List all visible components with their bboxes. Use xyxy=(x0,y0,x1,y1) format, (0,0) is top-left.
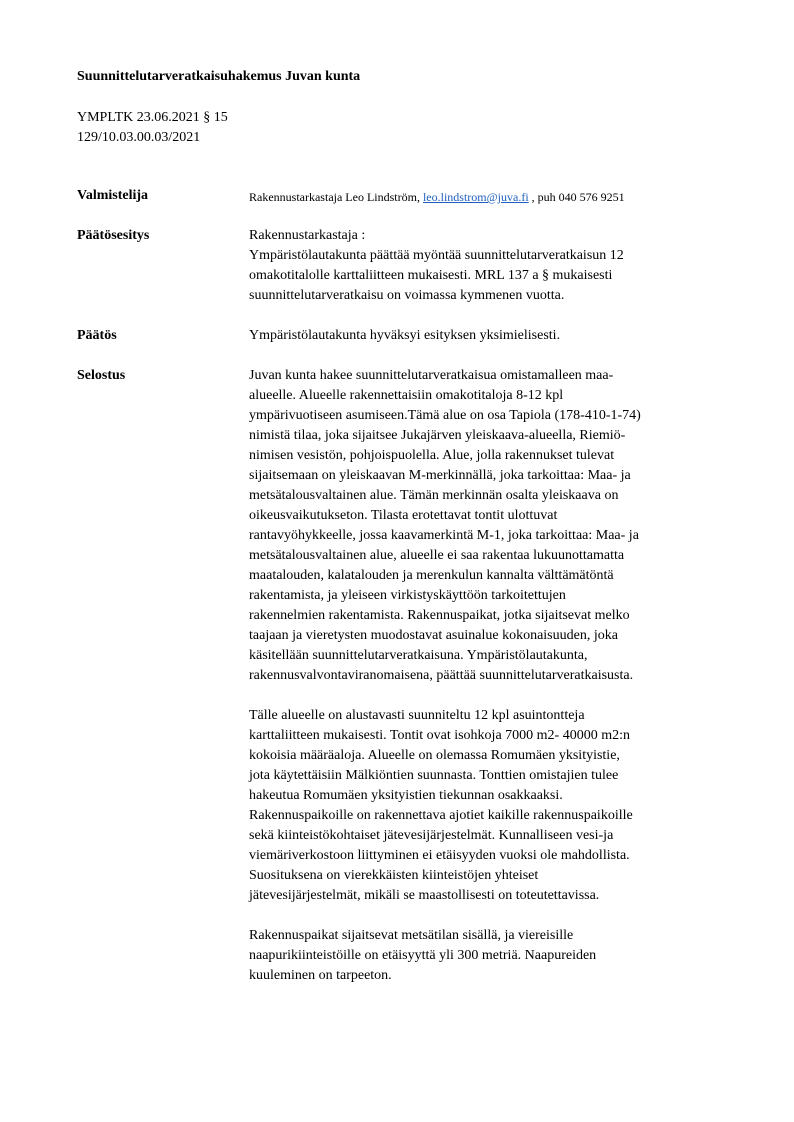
paragraph-spacer xyxy=(249,686,749,706)
paatosesitys-line: omakotitalolle karttaliitteen mukaisesti. MRL 137 a § mukaisesti xyxy=(249,268,613,283)
valmistelija-details xyxy=(249,187,749,207)
selostus-line: viemäriverkostoon liittyminen ei etäisyyden vuoksi ole mahdollista. xyxy=(249,848,630,863)
selostus-line: rakennelmien rakentamista. Rakennuspaikat, jotka sijaitsevat melko xyxy=(249,608,630,623)
document-title: Suunnittelutarveratkaisuhakemus Juvan kunta xyxy=(77,69,361,84)
selostus-line: rakentamista, ja yleiseen virkistyskäyttöön tarkoitettujen xyxy=(249,588,566,603)
selostus-line: Rakennuspaikat sijaitsevat metsätilan sisällä, ja viereisille xyxy=(249,928,574,943)
selostus-paragraph-3 xyxy=(249,926,749,986)
preparer-email-link[interactable]: leo.lindstrom@juva.fi xyxy=(422,190,529,204)
selostus-line: oikeusvaikutukseton. Tilasta erotettavat tontit ulottuvat xyxy=(249,508,558,523)
paatosesitys-label: Päätösesitys xyxy=(77,228,150,243)
selostus-line: sekä kiinteistökohtaiset jätevesijärjestelmät. Kunnalliseen vesi-ja xyxy=(249,828,614,843)
selostus-label: Selostus xyxy=(77,368,126,383)
selostus-line: taajaan ja vieretysten muodostavat asuinalue kokonaisuuden, joka xyxy=(249,628,618,643)
reference-block xyxy=(77,108,228,148)
preparer-name: Rakennustarkastaja Leo Lindström, xyxy=(249,190,420,204)
paatosesitys-body xyxy=(249,226,749,306)
selostus-line: jätevesijärjestelmät, mikäli se maastollisesti on toteutettavissa. xyxy=(249,888,600,903)
case-number: 129/10.03.00.03/2021 xyxy=(77,130,201,145)
selostus-paragraph-1 xyxy=(249,366,749,686)
selostus-paragraph-2 xyxy=(249,706,749,906)
selostus-line: karttaliitteen mukaisesti. Tontit ovat isohkoja 7000 m2- 40000 m2:n xyxy=(249,728,630,743)
selostus-line: kuuleminen on tarpeeton. xyxy=(249,968,392,983)
selostus-line: rakennusvalvontaviranomaisena, päättää suunnittelutarveratkaisusta. xyxy=(249,668,634,683)
paatosesitys-line: Ympäristölautakunta päättää myöntää suunnittelutarveratkaisun 12 xyxy=(249,248,624,263)
selostus-line: metsätalousvaltainen alue. Tämän merkinnän osalta yleiskaava on xyxy=(249,488,619,503)
selostus-line: sijaitsemaan on yleiskaavan M-merkinnällä, joka tarkoittaa: Maa- ja xyxy=(249,468,631,483)
selostus-body xyxy=(249,366,749,986)
preparer-phone: , puh 040 576 9251 xyxy=(531,190,625,204)
selostus-line: ympärivuotiseen asumiseen.Tämä alue on osa Tapiola (178-410-1-74) xyxy=(249,408,641,423)
selostus-line: Juvan kunta hakee suunnittelutarveratkaisua omistamalleen maa- xyxy=(249,368,614,383)
paatos-text: Ympäristölautakunta hyväksyi esityksen yksimielisesti. xyxy=(249,328,561,343)
selostus-line: alueelle. Alueelle rakennettaisiin omakotitaloja 8-12 kpl xyxy=(249,388,564,403)
selostus-line: nimisen vesistön, pohjoispuolella. Alue, jolla rakennukset tulevat xyxy=(249,448,615,463)
selostus-line: metsätalousvaltainen alue, alueelle ei saa rakentaa lukuunottamatta xyxy=(249,548,625,563)
paatosesitys-line: Rakennustarkastaja : xyxy=(249,228,366,243)
selostus-line: Suosituksena on vierekkäisten kiinteistöjen yhteiset xyxy=(249,868,539,883)
selostus-line: Rakennuspaikoille on rakennettava ajotiet kaikille rakennuspaikoille xyxy=(249,808,633,823)
valmistelija-label: Valmistelija xyxy=(77,188,149,203)
paatos-label: Päätös xyxy=(77,328,117,343)
selostus-line: käsitellään suunnittelutarveratkaisuna. Ympäristölautakunta, xyxy=(249,648,588,663)
selostus-line: hakeutua Romumäen yksityistien tiekunnan osakkaaksi. xyxy=(249,788,563,803)
paatosesitys-line: suunnittelutarveratkaisu on voimassa kymmenen vuotta. xyxy=(249,288,565,303)
selostus-line: naapurikiinteistöille on etäisyyttä yli 300 metriä. Naapureiden xyxy=(249,948,597,963)
selostus-line: maatalouden, kalatalouden ja merenkulun kannalta välttämätöntä xyxy=(249,568,614,583)
selostus-line: nimistä tilaa, joka sijaitsee Jukajärven yleiskaava-alueella, Riemiö- xyxy=(249,428,626,443)
selostus-line: rantavyöhykkeelle, jossa kaavamerkintä M-1, joka tarkoittaa: Maa- ja xyxy=(249,528,639,543)
selostus-line: Tälle alueelle on alustavasti suunniteltu 12 kpl asuintontteja xyxy=(249,708,585,723)
meeting-reference: YMPLTK 23.06.2021 § 15 xyxy=(77,110,228,125)
paragraph-spacer xyxy=(249,906,749,926)
selostus-line: kokoisia määräaloja. Alueelle on olemassa Romumäen yksityistie, xyxy=(249,748,620,763)
paatos-body xyxy=(249,326,749,346)
selostus-line: jota käytettäisiin Mälkiöntien suunnasta. Tonttien omistajien tulee xyxy=(249,768,619,783)
